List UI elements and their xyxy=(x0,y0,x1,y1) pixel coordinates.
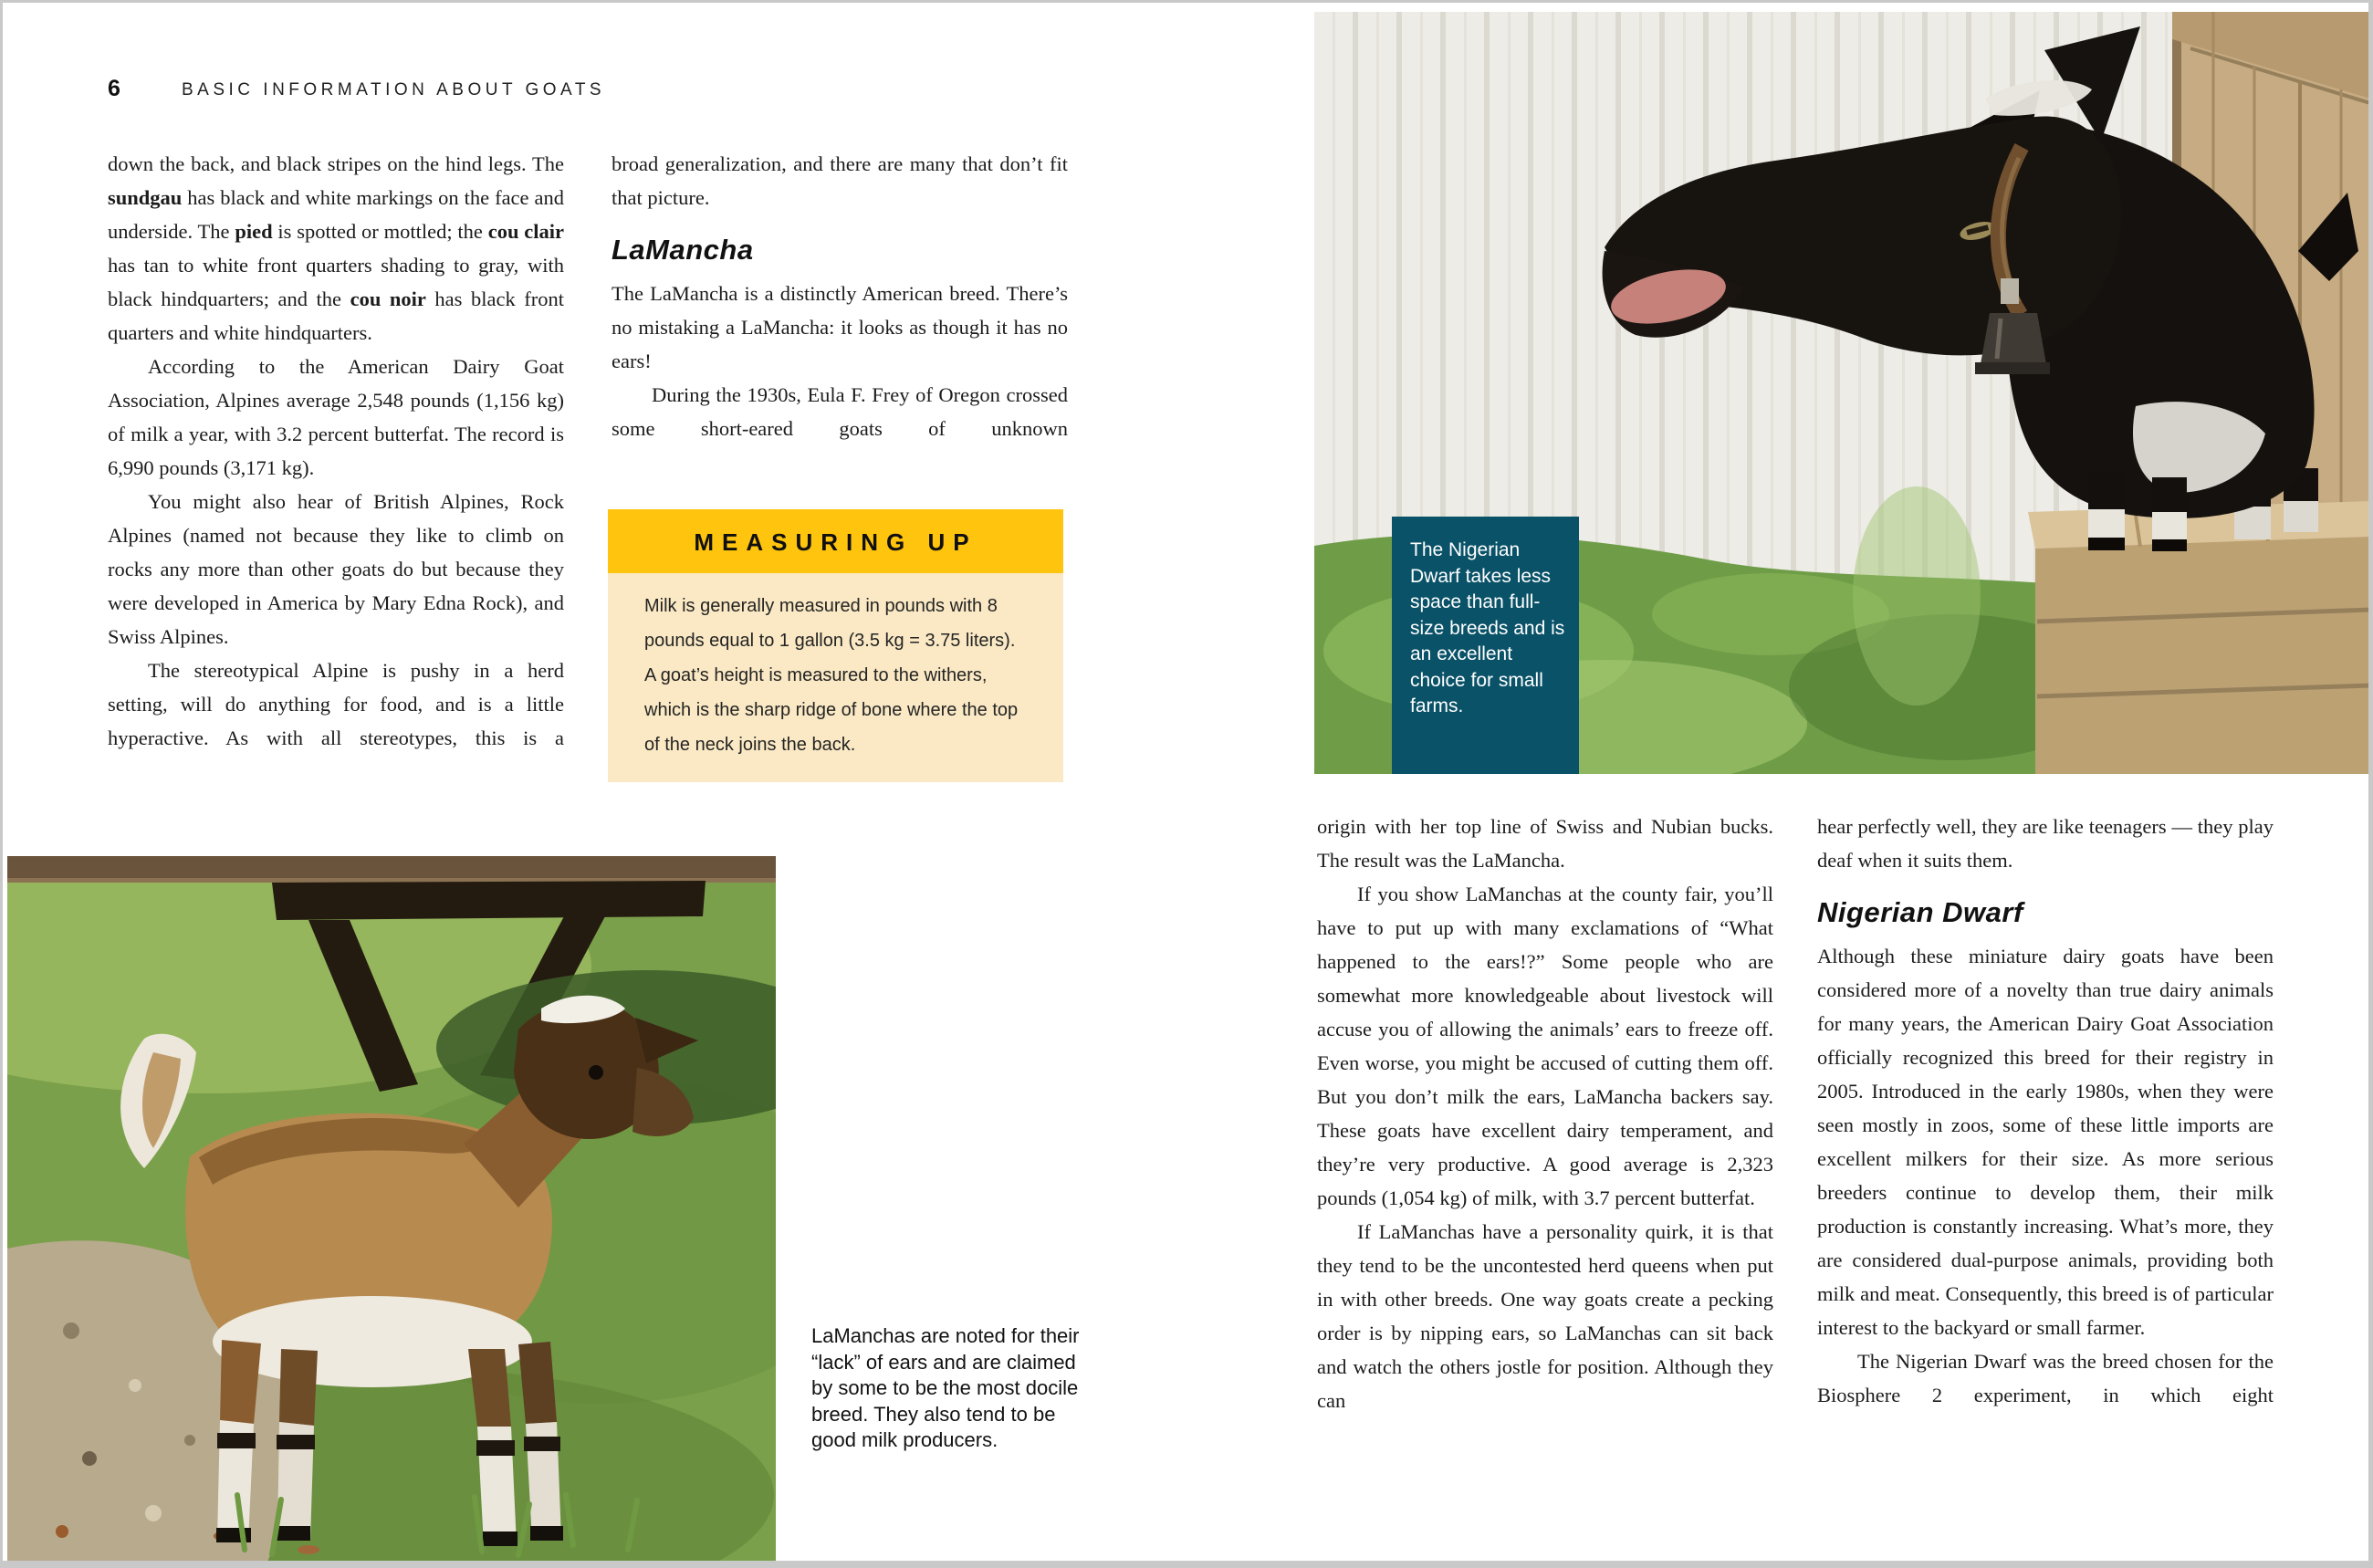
body-paragraph: If LaManchas have a personality quirk, it is that they tend to be the uncontested herd queens when put in with other breeds. One way goats create a pecking order is by nipping ears, so LaManchas can sit back and watch the others jostle for position. Although they can xyxy=(1317,1220,1773,1412)
body-paragraph: The Nigerian Dwarf was the breed chosen for the Biosphere 2 experiment, in which eight xyxy=(1817,1350,2274,1406)
running-head: BASIC INFORMATION ABOUT GOATS xyxy=(182,80,606,99)
body-paragraph: The LaMancha is a distinctly American breed. There’s no mistaking a LaMancha: it looks as though it has no ears! xyxy=(612,282,1068,372)
photo-lamancha-goat xyxy=(7,856,776,1562)
body-paragraph: During the 1930s, Eula F. Frey of Oregon crossed some short-eared goats of unknown xyxy=(612,383,1068,440)
wooden-crate xyxy=(2028,501,2370,774)
right-page-column-1 xyxy=(1317,810,1773,1417)
sidebar-body-text: Milk is generally measured in pounds with 8 pounds equal to 1 gallon (3.5 kg = 3.75 liters). A goat’s height is measured to the withers, which is the sharp ridge of bone where the top of the neck joins the back. xyxy=(608,573,1063,782)
body-paragraph: origin with her top line of Swiss and Nubian bucks. The result was the LaMancha. xyxy=(1317,815,1773,872)
right-page-column-2 xyxy=(1817,810,2274,1412)
sidebar-title: MEASURING UP xyxy=(608,509,1063,573)
body-paragraph: If you show LaManchas at the county fair, you’ll have to put up with many exclamations of “What happened to the ears!?” Some people who are somewhat more knowledgeable about livestock will accuse you of allowing the animals’ ears to freeze off. Even worse, you might be accused of cutting them off. But you don’t milk the ears, LaMancha backers say. These goats have excellent dairy temperament, and they’re very productive. A good average is 2,323 pounds (1,054 kg) of milk, with 3.7 percent butterfat. xyxy=(1317,883,1773,1209)
body-paragraph: down the back, and black stripes on the hind legs. The sundgau has black and white markings on the face and underside. The pied is spotted or mottled; the cou clair has tan to white front quarters shading to gray, with black hindquarters; and the cou noir has black front quarters and white hindquarters. xyxy=(108,152,564,344)
page-number: 6 xyxy=(108,76,120,101)
body-paragraph: Although these miniature dairy goats have been considered more of a novelty than true dairy animals for many years, the American Dairy Goat Association officially recognized this breed for their registry in 2005. Introduced in the early 1980s, when they were seen mostly in zoos, some of these little imports are excellent milkers for their size. As more serious breeders continue to develop them, their milk production is constantly increasing. What’s more, they are considered dual-purpose animals, providing both milk and meat. Consequently, this breed is of particular interest to the backyard or small farmer. xyxy=(1817,945,2274,1339)
left-page-column-2 xyxy=(612,147,1068,445)
collar-buckle xyxy=(2001,278,2019,304)
body-paragraph: The stereotypical Alpine is pushy in a herd setting, will do anything for food, and is a little hyperactive. As with all stereotypes, this is a xyxy=(108,659,564,749)
section-heading-lamancha: LaMancha xyxy=(612,234,754,266)
goat-bell xyxy=(1981,313,2046,364)
left-page-column-1 xyxy=(108,147,564,755)
lamancha-goat-illustration xyxy=(7,856,776,1562)
body-paragraph: You might also hear of British Alpines, Rock Alpines (named not because they like to climb on rocks any more than other goats do but because they were developed in America by Mary Edna Rock), and Swiss Alpines. xyxy=(108,490,564,648)
section-heading-nigerian-dwarf: Nigerian Dwarf xyxy=(1817,896,2023,928)
goat-eye xyxy=(589,1065,603,1080)
body-paragraph: According to the American Dairy Goat Association, Alpines average 2,548 pounds (1,156 kg) of milk a year, with 3.2 percent butterfat. The record is 6,990 pounds (3,171 kg). xyxy=(108,355,564,479)
photo-caption-nigerian-dwarf: The Nigerian Dwarf takes less space than full-size breeds and is an excellent choice for small farms. xyxy=(1392,517,1579,774)
wood-rail xyxy=(7,856,776,878)
body-paragraph: broad generalization, and there are many that don’t fit that picture. xyxy=(612,152,1068,209)
measuring-up-sidebar xyxy=(608,509,1063,782)
body-paragraph: hear perfectly well, they are like teenagers — they play deaf when it suits them. xyxy=(1817,815,2274,872)
photo-caption-lamancha: LaManchas are noted for their “lack” of ears and are claimed by some to be the most docile breed. They also tend to be good milk producers. xyxy=(811,1324,1080,1451)
